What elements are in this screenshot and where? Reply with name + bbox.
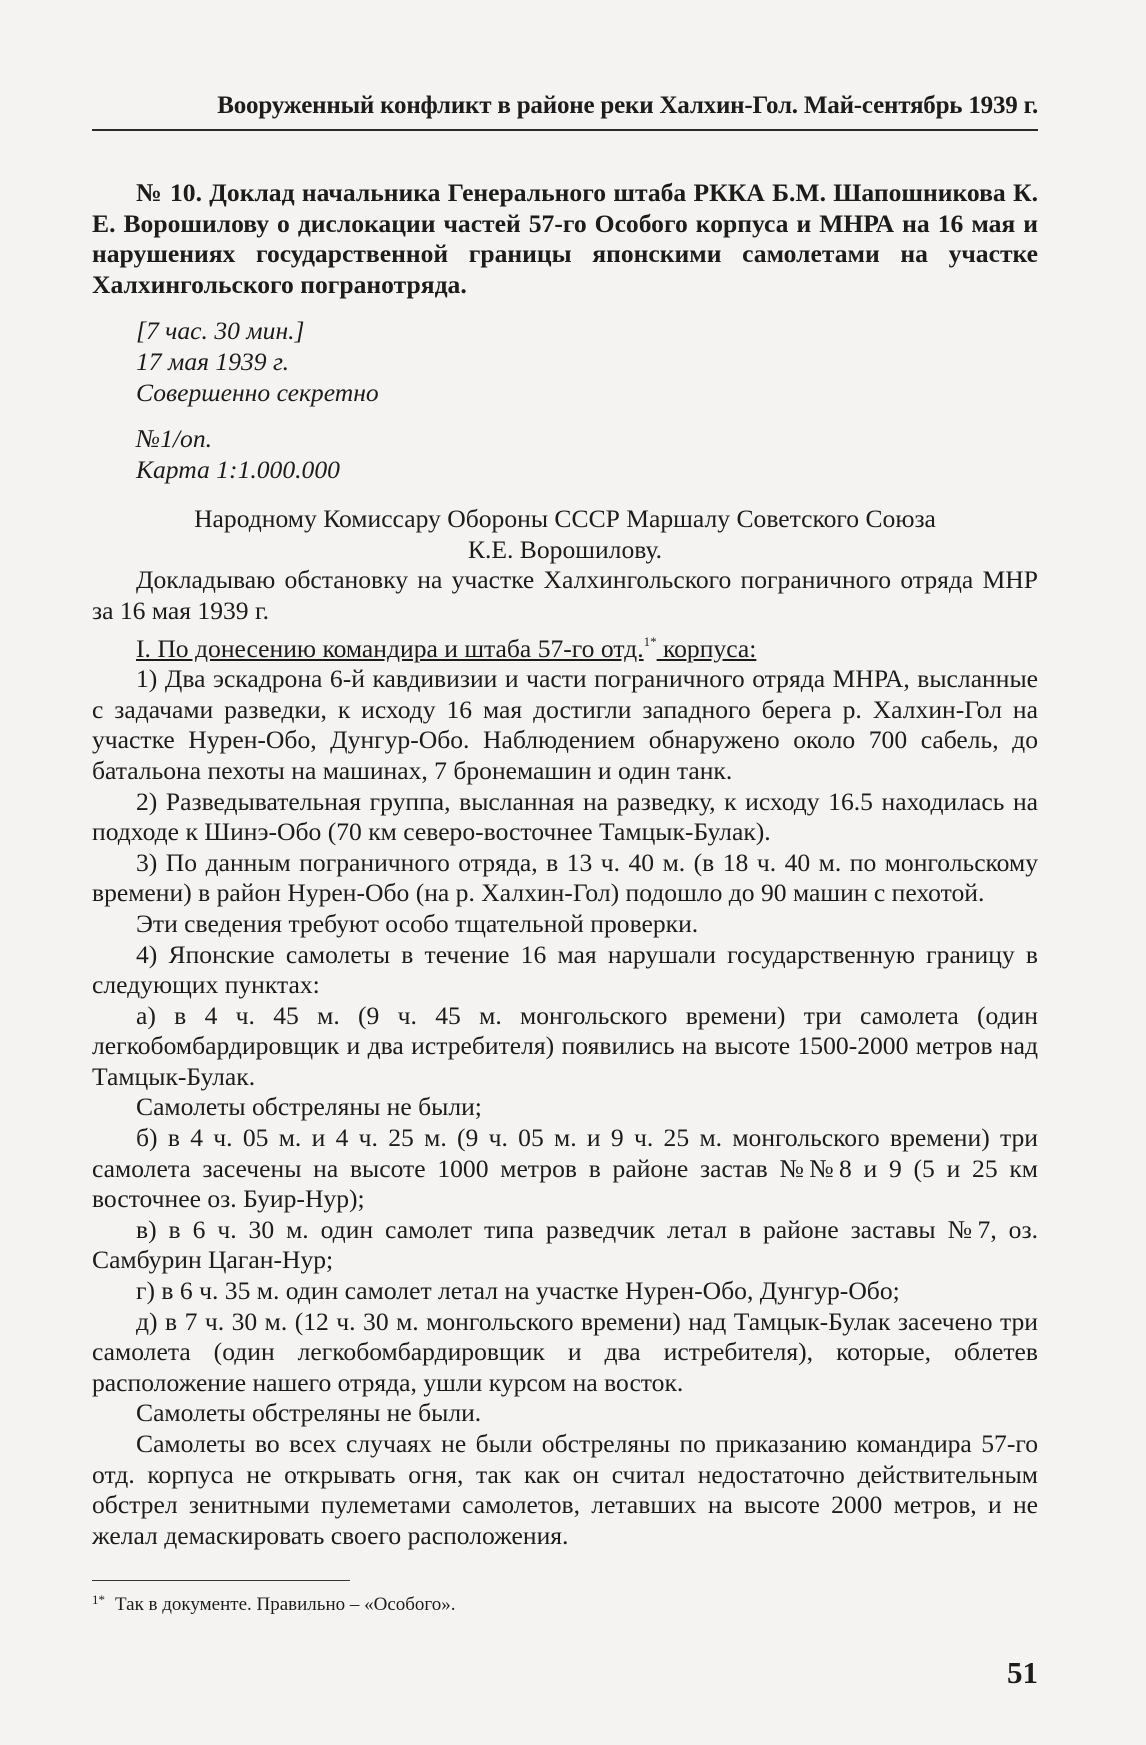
footnote bbox=[92, 1588, 1038, 1617]
paragraph-3: 3) По данным пограничного отряда, в 13 ч. 40 м. (в 18 ч. 40 м. по монгольскому времени) в район Нурен-Обо (на р. Халхин-Гол) подошло до 90 машин с пехотой. bbox=[92, 847, 1038, 908]
paragraph-5: 4) Японские самолеты в течение 16 мая нарушали государственную границу в следующих пунктах: bbox=[92, 939, 1038, 1000]
document-body bbox=[92, 178, 1038, 1551]
paragraph-10: г) в 6 ч. 35 м. один самолет летал на участке Нурен-Обо, Дунгур-Обо; bbox=[136, 1276, 900, 1306]
paragraph-13: Самолеты во всех случаях не были обстреляны по приказанию командира 57-го отд. корпуса не открывать огня, так как он считал недостаточно действительным обстрел зенитными пулеметами самолетов, летавших на высоте 2000 метров, и не желал демаскировать своего расположения. bbox=[92, 1429, 1038, 1550]
section-heading-text: I. По донесению командира и штаба 57-го отд. bbox=[136, 633, 644, 663]
document-number: №1/оп. bbox=[136, 424, 213, 454]
addressee-line-2: К.Е. Ворошилову. bbox=[467, 535, 663, 565]
paragraph-7: Самолеты обстреляны не были; bbox=[136, 1092, 482, 1122]
document-time: [7 час. 30 мин.] bbox=[136, 316, 305, 346]
footnote-ref-mark: 1* bbox=[643, 633, 657, 649]
intro-paragraph: Докладываю обстановку на участке Халхингольского пограничного отряда МНР за 16 мая 1939 г. bbox=[92, 565, 1038, 625]
paragraph-11: д) в 7 ч. 30 м. (12 ч. 30 м. монгольского времени) над Тамцык-Булак засечено три самолета (один легкобомбардировщик и два истребителя), которые, облетев расположение нашего отряда, ушли курсом на восток. bbox=[92, 1306, 1038, 1397]
paragraph-1: 1) Два эскадрона 6-й кавдивизии и части пограничного отряда МНРА, высланные с задачами разведки, к исходу 16 мая достигли западного берега р. Халхин-Гол на участке Нурен-Обо, Дунгур-Обо. Наблюдением обнаружено около 700 сабель, до батальона пехоты на машинах, 7 бронемашин и один танк. bbox=[92, 664, 1038, 785]
running-head: Вооруженный конфликт в районе реки Халхин-Гол. Май-сентябрь 1939 г. bbox=[217, 92, 1038, 119]
paragraph-12: Самолеты обстреляны не были. bbox=[136, 1398, 482, 1428]
document-title: № 10. Доклад начальника Генерального штаба РККА Б.М. Шапошникова К. Е. Ворошилову о дислокации частей 57-го Особого корпуса и МНРА на 16 мая и нарушениях государственной границы японскими самолетами на участке Халхингольского погранотряда. bbox=[92, 178, 1038, 299]
footnote-text: Так в документе. Правильно – «Особого». bbox=[115, 1594, 456, 1615]
document-classification: Совершенно секретно bbox=[136, 378, 379, 408]
addressee-line-1: Народному Комиссару Обороны СССР Маршалу Советского Союза bbox=[194, 504, 936, 534]
paragraph-8: б) в 4 ч. 05 м. и 4 ч. 25 м. (9 ч. 05 м. и 9 ч. 25 м. монгольского времени) три самолета засечены на высоте 1000 метров в районе застав №№8 и 9 (5 и 25 км восточнее оз. Буир-Нур); bbox=[92, 1123, 1038, 1214]
section-heading-tail: корпуса: bbox=[656, 633, 757, 663]
paragraph-4: Эти сведения требуют особо тщательной проверки. bbox=[136, 908, 699, 938]
page-number: 51 bbox=[1007, 1655, 1038, 1690]
document-date: 17 мая 1939 г. bbox=[136, 347, 290, 377]
document-map: Карта 1:1.000.000 bbox=[136, 455, 340, 485]
footnote-mark: 1* bbox=[92, 1592, 105, 1607]
paragraph-2: 2) Разведывательная группа, высланная на разведку, к исходу 16.5 находилась на подходе к Шинэ-Обо (70 км северо-восточнее Тамцык-Булак). bbox=[92, 786, 1038, 847]
section-heading bbox=[92, 627, 1038, 665]
footnote-rule bbox=[92, 1580, 350, 1581]
paragraph-9: в) в 6 ч. 30 м. один самолет типа разведчик летал в районе заставы №7, оз. Самбурин Цаган-Нур; bbox=[92, 1214, 1038, 1275]
paragraph-6: а) в 4 ч. 45 м. (9 ч. 45 м. монгольского времени) три самолета (один легкобомбардировщик и два истребителя) появились на высоте 1500-2000 метров над Тамцык-Булак. bbox=[92, 1000, 1038, 1091]
header-rule bbox=[92, 129, 1038, 131]
